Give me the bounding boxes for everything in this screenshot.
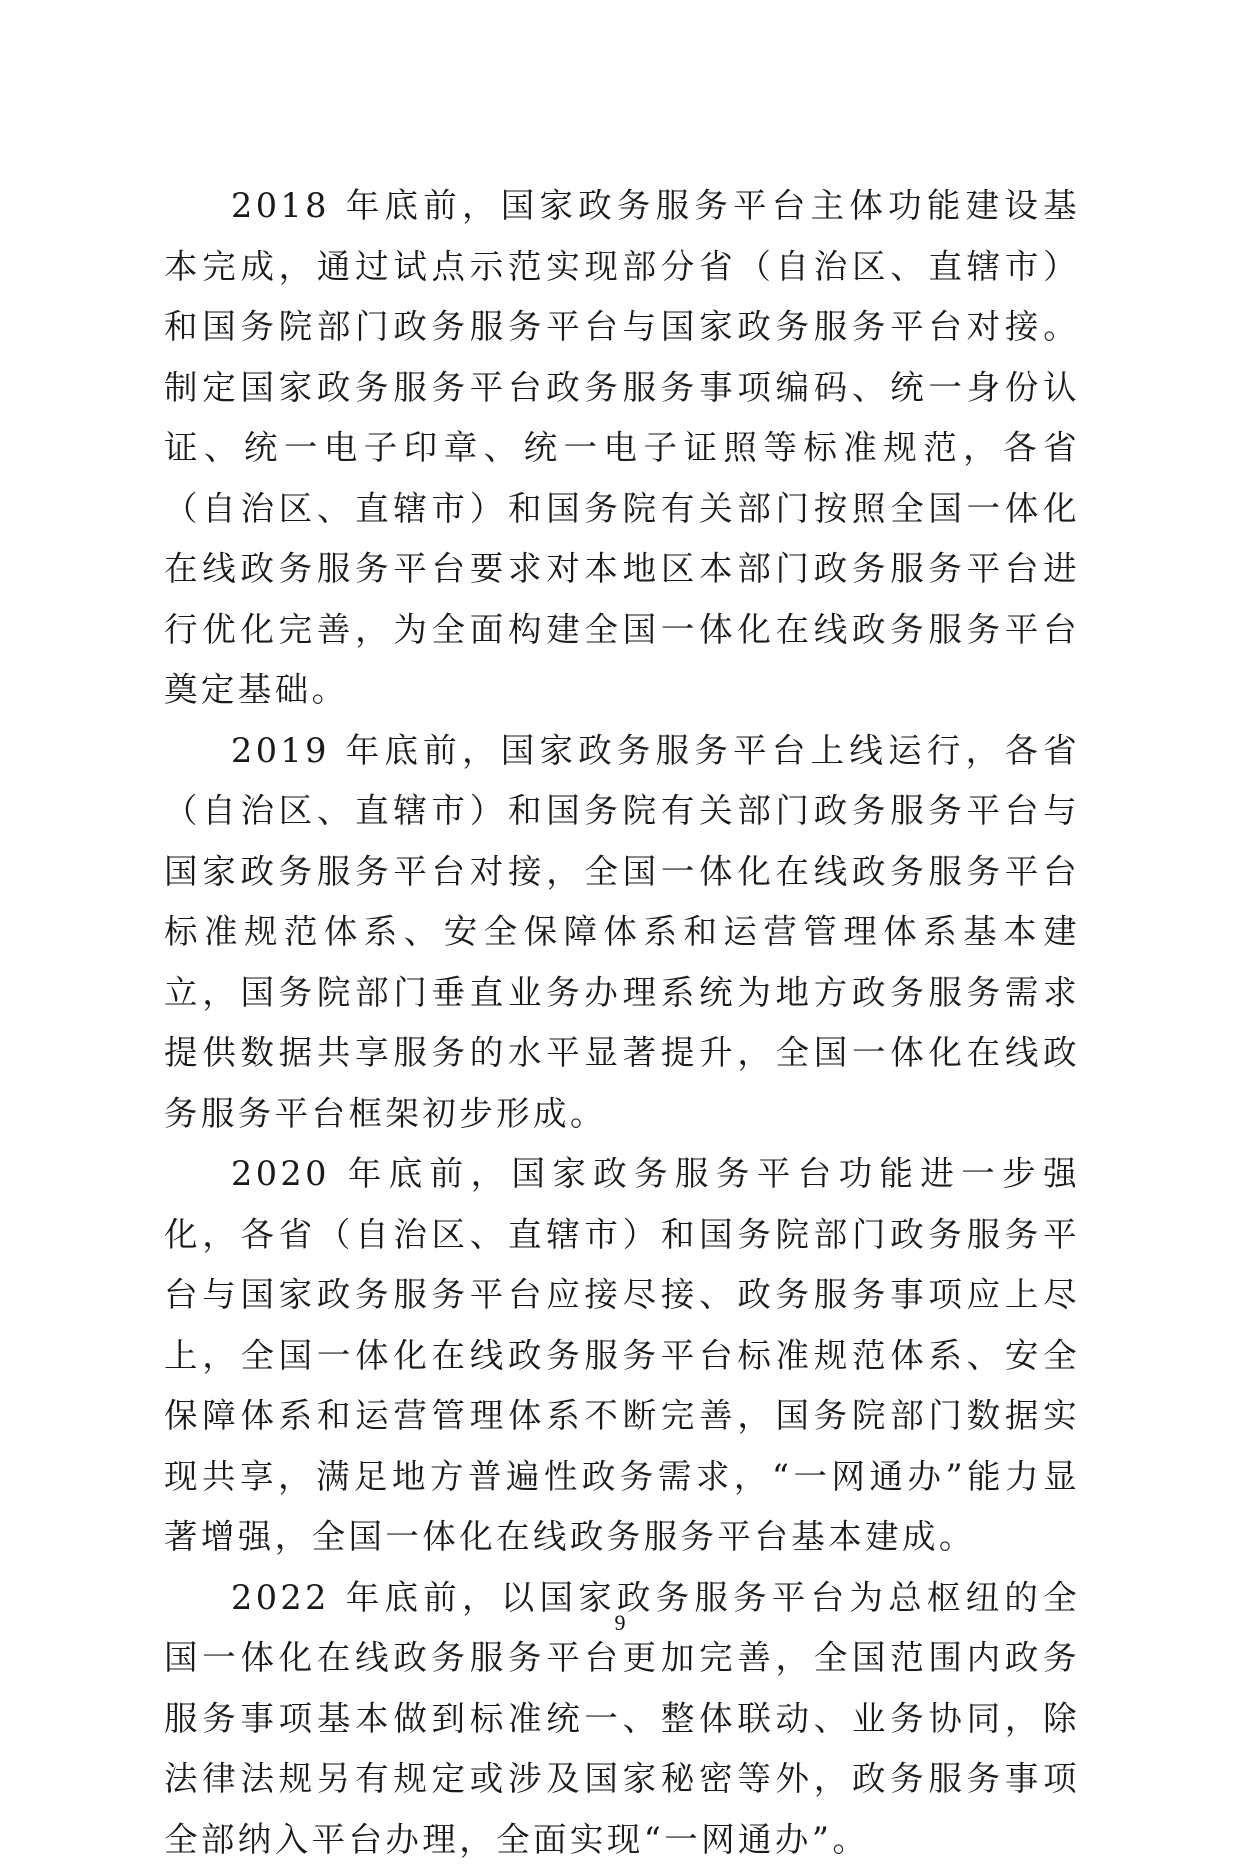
paragraph-2022: 2022 年底前，以国家政务服务平台为总枢纽的全国一体化在线政务服务平台更加完善，全国范围内政务服务事项基本做到标准统一、整体联动、业务协同，除法律法规另有规定或涉及国家秘密等外，政务服务事项全部纳入平台办理，全面实现“一网通办”。 <box>164 1568 1080 1870</box>
paragraph-2019: 2019 年底前，国家政务服务平台上线运行，各省（自治区、直辖市）和国务院有关部门政务服务平台与国家政务服务平台对接，全国一体化在线政务服务平台标准规范体系、安全保障体系和运营管理体系基本建立，国务院部门垂直业务办理系统为地方政务服务需求提供数据共享服务的水平显著提升，全国一体化在线政务服务平台框架初步形成。 <box>164 721 1080 1145</box>
paragraph-2018: 2018 年底前，国家政务服务平台主体功能建设基本完成，通过试点示范实现部分省（自治区、直辖市）和国务院部门政务服务平台与国家政务服务平台对接。制定国家政务服务平台政务服务事项编码、统一身份认证、统一电子印章、统一电子证照等标准规范，各省（自治区、直辖市）和国务院有关部门按照全国一体化在线政务服务平台要求对本地区本部门政务服务平台进行优化完善，为全面构建全国一体化在线政务服务平台奠定基础。 <box>164 176 1080 721</box>
page-number: 9 <box>0 1610 1240 1636</box>
paragraph-2020: 2020 年底前，国家政务服务平台功能进一步强化，各省（自治区、直辖市）和国务院部门政务服务平台与国家政务服务平台应接尽接、政务服务事项应上尽上，全国一体化在线政务服务平台标准规范体系、安全保障体系和运营管理体系不断完善，国务院部门数据实现共享，满足地方普遍性政务需求，“一网通办”能力显著增强，全国一体化在线政务服务平台基本建成。 <box>164 1144 1080 1568</box>
